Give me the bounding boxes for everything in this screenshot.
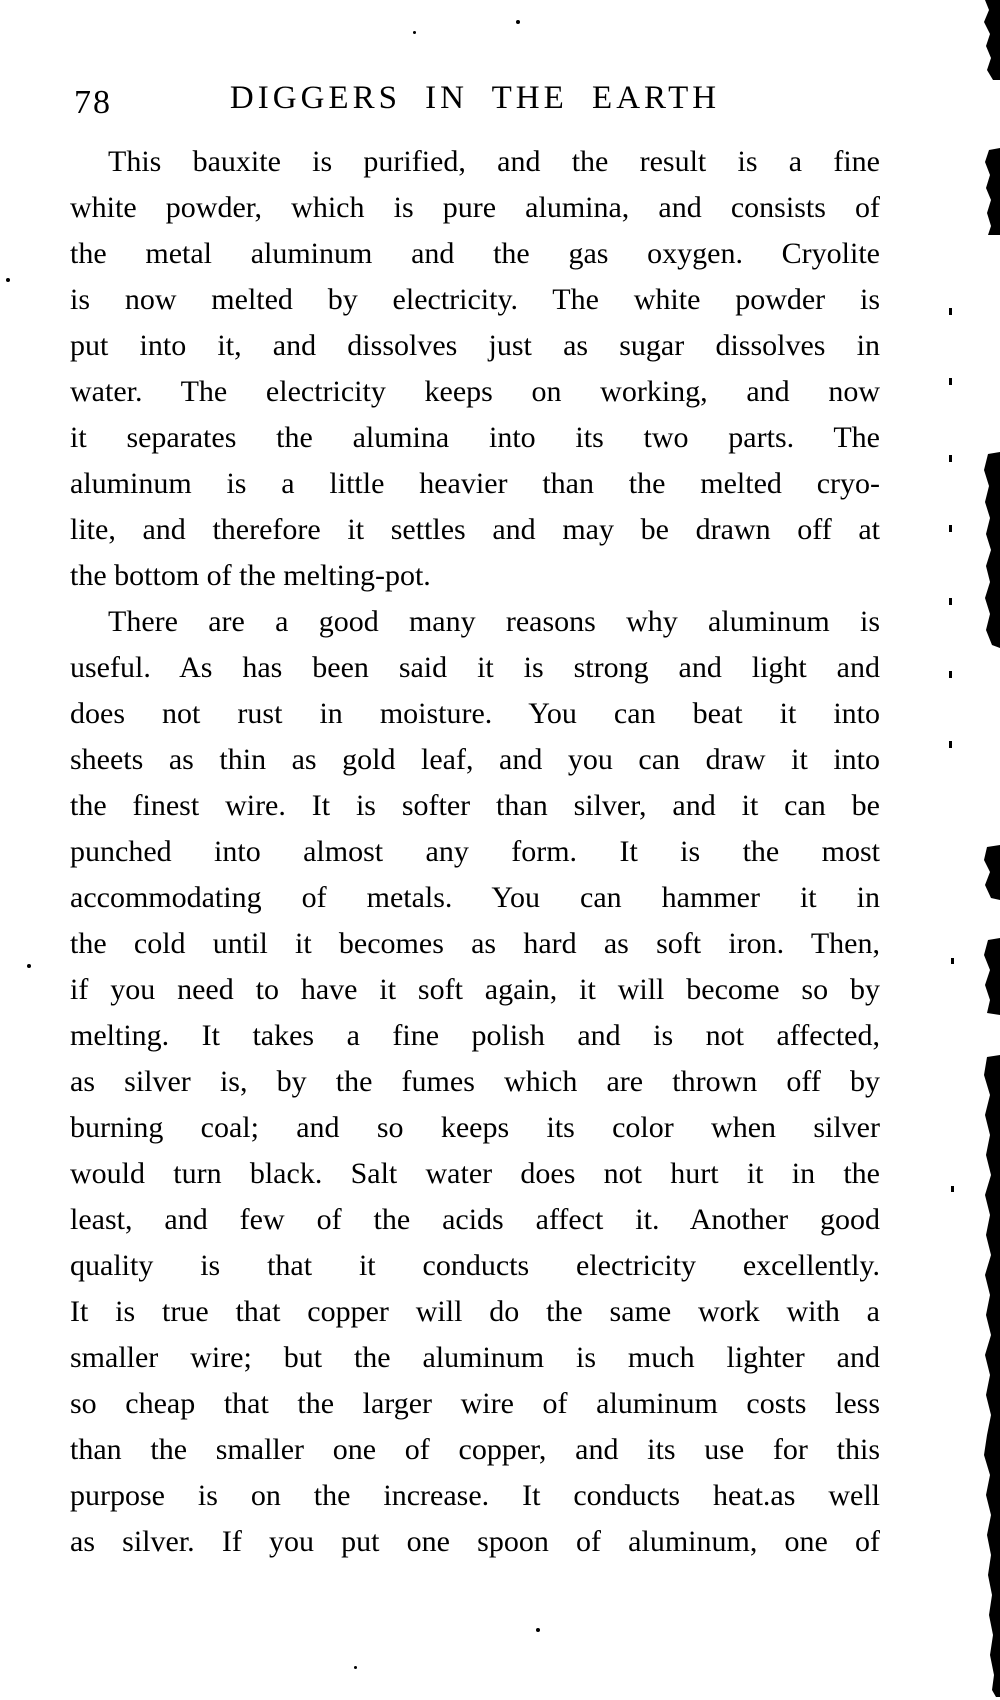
text-line: sheets as thin as gold leaf, and you can draw it into (70, 743, 880, 776)
text-line: This bauxite is purified, and the result is a fine (108, 145, 880, 178)
text-line: smaller wire; but the aluminum is much lighter and (70, 1341, 880, 1374)
text-line: the metal aluminum and the gas oxygen. Cryolite (70, 237, 880, 270)
text-line: accommodating of metals. You can hammer it in (70, 881, 880, 914)
page-text (70, 139, 880, 1565)
scan-speck (949, 671, 952, 678)
text-line: put into it, and dissolves just as sugar dissolves in (70, 329, 880, 362)
running-title: DIGGERS IN THE EARTH (229, 80, 721, 116)
scan-speck (951, 1186, 954, 1192)
scan-speck (27, 964, 31, 968)
text-line: is now melted by electricity. The white powder is (70, 283, 880, 316)
paragraph (70, 599, 880, 1565)
text-line: the finest wire. It is softer than silver, and it can be (70, 789, 880, 822)
scan-speck (949, 378, 952, 385)
text-line: lite, and therefore it settles and may be drawn off at (70, 513, 880, 546)
scan-speck (413, 31, 416, 34)
text-line: punched into almost any form. It is the most (70, 835, 880, 868)
page-header (70, 78, 880, 124)
scan-speck (949, 525, 952, 532)
text-line: the cold until it becomes as hard as soft iron. Then, (70, 927, 880, 960)
scan-speck (949, 598, 952, 605)
scan-speck (354, 1666, 357, 1669)
text-line: it separates the alumina into its two parts. The (70, 421, 880, 454)
text-line: would turn black. Salt water does not hurt it in the (70, 1157, 880, 1190)
scan-speck (949, 455, 952, 462)
scan-speck (949, 308, 952, 315)
text-line: quality is that it conducts electricity excellently. (70, 1249, 880, 1282)
text-line: than the smaller one of copper, and its use for this (70, 1433, 880, 1466)
text-line: aluminum is a little heavier than the melted cryo- (70, 467, 880, 500)
text-line: least, and few of the acids affect it. Another good (70, 1203, 880, 1236)
scan-speck (536, 1628, 540, 1632)
scan-speck (949, 741, 952, 748)
text-line: There are a good many reasons why aluminum is (108, 605, 880, 638)
page-number: 78 (74, 84, 112, 121)
scan-speck (6, 278, 10, 282)
text-line: so cheap that the larger wire of aluminum costs less (70, 1387, 880, 1420)
text-line: the bottom of the melting-pot. (70, 559, 431, 592)
text-line: burning coal; and so keeps its color when silver (70, 1111, 880, 1144)
scan-speck (951, 958, 954, 964)
text-line: melting. It takes a fine polish and is not affected, (70, 1019, 880, 1052)
scan-speck (516, 20, 520, 24)
text-line: does not rust in moisture. You can beat it into (70, 697, 880, 730)
text-line: white powder, which is pure alumina, and consists of (70, 191, 880, 224)
text-line: as silver. If you put one spoon of aluminum, one of (70, 1525, 880, 1558)
text-line: as silver is, by the fumes which are thrown off by (70, 1065, 880, 1098)
text-line: water. The electricity keeps on working, and now (70, 375, 880, 408)
text-line: useful. As has been said it is strong and light and (70, 651, 880, 684)
scan-edge-artifact (978, 0, 1000, 1700)
text-line: purpose is on the increase. It conducts heat.as well (70, 1479, 880, 1512)
text-line: It is true that copper will do the same work with a (70, 1295, 880, 1328)
text-line: if you need to have it soft again, it will become so by (70, 973, 880, 1006)
paragraph (70, 139, 880, 599)
